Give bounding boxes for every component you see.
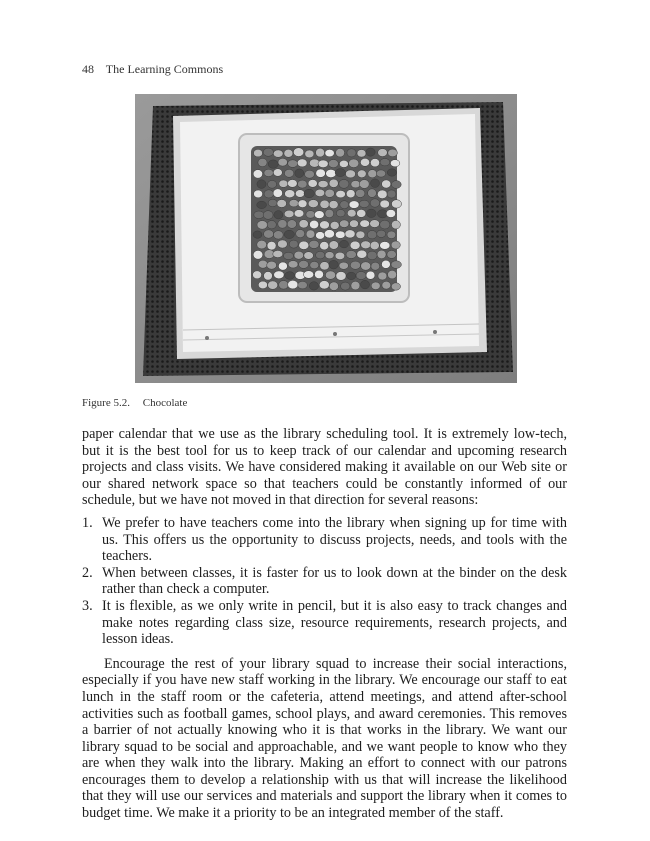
candy-piece bbox=[325, 271, 335, 279]
candy-piece bbox=[268, 281, 278, 289]
candy-piece bbox=[264, 272, 273, 281]
candy-piece bbox=[339, 160, 348, 167]
candy-piece bbox=[366, 148, 375, 156]
list-item bbox=[82, 565, 567, 598]
candy-piece bbox=[319, 281, 329, 289]
candy-piece bbox=[298, 281, 308, 289]
candy-piece bbox=[391, 261, 401, 269]
candy-piece bbox=[253, 250, 263, 259]
candy-piece bbox=[257, 240, 267, 249]
candy-piece bbox=[359, 180, 369, 189]
candy-piece bbox=[370, 220, 380, 228]
candy-piece bbox=[336, 210, 345, 217]
candy-piece bbox=[288, 180, 298, 188]
candy-piece bbox=[326, 169, 336, 177]
candy-piece bbox=[253, 271, 262, 279]
candy-piece bbox=[351, 181, 360, 188]
candy-piece bbox=[316, 148, 325, 157]
candy-piece bbox=[315, 189, 325, 196]
intro-paragraph: paper calendar that we use as the library scheduling tool. It is extremely low-tech, but it is the best tool for us to keep track of our calendar and upcoming research projects and class visits. We have considered making it available on our Web site or our shared network space so that teachers could be constantly informed of our schedule, but we have not moved in that direction for several reasons: bbox=[82, 426, 567, 509]
candy-piece bbox=[306, 211, 315, 219]
candy-piece bbox=[370, 199, 380, 207]
candy-piece bbox=[340, 201, 349, 209]
candy-piece bbox=[329, 260, 338, 269]
candy-piece bbox=[380, 242, 390, 250]
candy-piece bbox=[329, 241, 338, 250]
candy-piece bbox=[340, 240, 349, 248]
candy-piece bbox=[278, 158, 287, 166]
candy-piece bbox=[267, 221, 276, 229]
candy-piece bbox=[380, 159, 390, 166]
candy-piece bbox=[258, 260, 267, 268]
candy-piece bbox=[318, 181, 328, 188]
candy-piece bbox=[284, 210, 294, 217]
candy-piece bbox=[274, 211, 283, 219]
candy-piece bbox=[320, 200, 329, 208]
candy-piece bbox=[295, 190, 304, 198]
candy-piece bbox=[357, 209, 366, 217]
candy-piece bbox=[351, 281, 360, 290]
candy-piece bbox=[305, 150, 314, 158]
candy-piece bbox=[253, 170, 262, 179]
candy-piece bbox=[257, 180, 266, 189]
candy-piece bbox=[304, 271, 314, 279]
candy-piece bbox=[285, 272, 295, 280]
candy-piece bbox=[391, 283, 400, 290]
candy-piece bbox=[278, 220, 287, 229]
figure-photo-chocolate bbox=[135, 94, 517, 383]
candy-piece bbox=[298, 200, 307, 208]
candy-piece bbox=[329, 282, 338, 291]
list-number: 3. bbox=[82, 597, 93, 614]
candy-piece bbox=[258, 158, 267, 166]
candy-piece bbox=[361, 262, 371, 270]
candy-piece bbox=[288, 261, 298, 268]
candy-piece bbox=[378, 149, 388, 157]
candy-piece bbox=[382, 180, 391, 188]
candy-piece bbox=[388, 270, 397, 279]
candy-piece bbox=[267, 241, 276, 250]
candy-piece bbox=[253, 231, 262, 238]
candy-piece bbox=[387, 190, 396, 198]
candy-piece bbox=[257, 221, 267, 230]
candy-piece bbox=[268, 199, 277, 206]
candy-piece bbox=[318, 160, 328, 168]
candy-piece bbox=[356, 189, 365, 197]
candy-piece bbox=[308, 200, 318, 208]
candy-piece bbox=[339, 262, 348, 269]
candy-piece bbox=[391, 241, 400, 249]
social-paragraph: Encourage the rest of your library squad to increase their social interactions, especially if you have new staff working in the library. We encourage our staff to eat lunch in the staff room or the cafeteria, attend meetings, and attend after-school activities such as football games, school plays, and award ceremonies. This removes a barrier of not actually knowing who it is that works in the library. We want our library squad to be social and approachable, and we want people to know who they are when they walk into the library. Making an effort to connect with our patrons encourages them to develop a relationship with us that will increase the likelihood that they will use our services and materials and support the library when it comes to budget time. We make it a priority to be an integrated member of the staff. bbox=[82, 655, 567, 822]
candy-piece bbox=[356, 272, 366, 280]
candy-piece bbox=[254, 190, 263, 198]
candy-piece bbox=[378, 272, 387, 280]
candy-piece bbox=[336, 148, 345, 157]
page-number: 48 bbox=[82, 62, 94, 76]
candy-piece bbox=[278, 262, 287, 270]
candy-piece bbox=[304, 189, 314, 198]
candy-piece bbox=[371, 262, 380, 270]
list-item bbox=[82, 598, 567, 648]
candy-piece bbox=[377, 230, 386, 237]
list-text: When between classes, it is faster for us to look down at the binder on the desk rather than check a computer. bbox=[102, 564, 567, 598]
candy-piece bbox=[335, 169, 345, 177]
candy-piece bbox=[273, 150, 283, 157]
candy-piece bbox=[347, 149, 356, 157]
candy-piece bbox=[360, 220, 370, 227]
candy-piece bbox=[285, 190, 295, 198]
candy-piece bbox=[279, 281, 289, 290]
candy-piece bbox=[329, 179, 338, 187]
candy-piece bbox=[297, 159, 307, 167]
candy-piece bbox=[254, 211, 264, 219]
candy-piece bbox=[376, 170, 385, 177]
candy-piece bbox=[370, 241, 379, 249]
candy-piece bbox=[345, 230, 355, 238]
candy-piece bbox=[273, 250, 283, 257]
candy-piece bbox=[277, 200, 287, 208]
candy-piece bbox=[368, 189, 377, 198]
candy-piece bbox=[371, 179, 380, 188]
candy-piece bbox=[309, 240, 319, 248]
candy-piece bbox=[289, 200, 298, 207]
candy-piece bbox=[336, 190, 346, 197]
candy-piece bbox=[361, 241, 371, 249]
figure-label: Figure 5.2. bbox=[82, 397, 130, 409]
candy-piece bbox=[299, 260, 309, 268]
candy-piece bbox=[329, 201, 338, 209]
candy-piece bbox=[264, 230, 274, 238]
candy-piece bbox=[268, 180, 277, 188]
candy-piece bbox=[336, 272, 346, 281]
candy-piece bbox=[263, 148, 273, 156]
reasons-list bbox=[82, 515, 567, 648]
candy-piece bbox=[367, 231, 377, 239]
candy-piece bbox=[382, 260, 391, 268]
candy-piece bbox=[366, 271, 375, 279]
running-head bbox=[82, 62, 223, 77]
candy-piece bbox=[370, 159, 379, 167]
candy-piece bbox=[368, 170, 377, 178]
candy-piece bbox=[304, 252, 314, 260]
body-text bbox=[82, 426, 567, 822]
candy-piece bbox=[377, 190, 387, 199]
candy-piece bbox=[388, 149, 398, 157]
candy-piece bbox=[349, 201, 359, 209]
candy-piece bbox=[284, 169, 293, 177]
candy-piece bbox=[308, 180, 317, 188]
candy-piece bbox=[356, 231, 365, 239]
candy-piece bbox=[366, 209, 376, 217]
candy-piece bbox=[386, 210, 395, 218]
candy-piece bbox=[367, 251, 377, 260]
candy-piece bbox=[346, 170, 356, 178]
candy-piece bbox=[350, 220, 359, 228]
candy-piece bbox=[254, 149, 263, 157]
candy-piece bbox=[316, 232, 325, 240]
candy-piece bbox=[316, 251, 325, 259]
candy-piece bbox=[273, 169, 282, 177]
candy-piece bbox=[387, 250, 396, 258]
candy-piece bbox=[268, 160, 278, 168]
candy-piece bbox=[316, 169, 326, 177]
candy-piece bbox=[357, 170, 366, 178]
candy-piece bbox=[288, 280, 298, 289]
list-item bbox=[82, 515, 567, 565]
candy-piece bbox=[258, 281, 267, 289]
list-text: We prefer to have teachers come into the library when signing up for time with us. This offers us the opportunity to discuss projects, needs, and tools with the teachers. bbox=[102, 514, 567, 565]
candy-piece bbox=[320, 262, 329, 270]
candy-piece bbox=[310, 220, 319, 228]
candy-piece bbox=[294, 210, 304, 218]
candy-piece bbox=[284, 149, 293, 157]
candy-piece bbox=[305, 170, 315, 178]
candy-piece bbox=[284, 230, 294, 238]
candy-piece bbox=[347, 209, 356, 217]
list-number: 2. bbox=[82, 564, 93, 581]
candy-piece bbox=[335, 231, 345, 238]
candy-piece bbox=[325, 252, 334, 259]
candy-piece bbox=[371, 282, 380, 290]
candy-piece bbox=[299, 220, 308, 228]
candy-piece bbox=[361, 280, 370, 289]
candy-piece bbox=[330, 221, 339, 229]
candy-piece bbox=[298, 180, 308, 188]
candy-piece bbox=[257, 201, 267, 208]
candy-piece bbox=[279, 180, 288, 187]
candy-piece bbox=[273, 231, 283, 239]
candy-piece bbox=[357, 150, 366, 158]
candy-piece bbox=[357, 250, 367, 258]
candy-piece bbox=[264, 169, 273, 176]
candy-piece bbox=[380, 220, 390, 229]
candy-piece bbox=[273, 189, 282, 198]
candy-piece bbox=[380, 200, 390, 208]
candy-piece bbox=[391, 181, 401, 189]
candy-piece bbox=[287, 220, 296, 229]
candy-piece bbox=[325, 149, 334, 156]
list-text: It is flexible, as we only write in pencil, but it is also easy to track changes and make notes regarding class size, resource requirements, research projects, and lesson ideas. bbox=[102, 597, 567, 648]
candy-piece bbox=[289, 240, 298, 248]
candy-piece bbox=[349, 159, 359, 168]
candy-piece bbox=[293, 148, 303, 157]
candy-piece bbox=[263, 211, 273, 220]
candy-piece bbox=[387, 231, 396, 239]
candy-piece bbox=[309, 282, 318, 290]
candy-piece bbox=[360, 158, 369, 166]
candy-piece bbox=[278, 240, 288, 248]
candy-piece bbox=[341, 282, 350, 290]
candy-piece bbox=[377, 250, 386, 259]
candy-piece bbox=[314, 211, 324, 219]
candy-piece bbox=[320, 242, 329, 250]
candy-piece bbox=[284, 252, 294, 259]
candy-piece bbox=[350, 241, 360, 249]
candy-piece bbox=[299, 241, 309, 249]
candy-piece bbox=[267, 261, 277, 269]
candy-piece bbox=[339, 180, 349, 189]
book-title: The Learning Commons bbox=[105, 62, 224, 76]
candy-piece bbox=[306, 230, 315, 238]
photo-candy-tray bbox=[135, 94, 517, 383]
candy-piece bbox=[294, 251, 304, 259]
candy-piece bbox=[274, 271, 284, 279]
candy-piece bbox=[264, 190, 274, 198]
candy-piece bbox=[296, 230, 305, 238]
candy-piece bbox=[347, 272, 356, 279]
figure-caption-text: Chocolate bbox=[142, 397, 188, 409]
candy-piece bbox=[387, 169, 396, 176]
candy-piece bbox=[391, 220, 400, 229]
candy-piece bbox=[335, 252, 345, 259]
candy-piece bbox=[346, 251, 356, 259]
candy-piece bbox=[382, 281, 391, 289]
candy-piece bbox=[350, 261, 360, 269]
candy-piece bbox=[340, 220, 349, 228]
candy-piece bbox=[392, 200, 402, 208]
candy-piece bbox=[320, 221, 330, 229]
candy-piece bbox=[310, 261, 319, 268]
candy-piece bbox=[325, 189, 335, 197]
candy-piece bbox=[324, 230, 334, 238]
candy-piece bbox=[390, 160, 399, 167]
figure-caption bbox=[82, 397, 187, 409]
list-number: 1. bbox=[82, 514, 93, 531]
candy-piece bbox=[328, 160, 338, 168]
candy-piece bbox=[295, 169, 304, 178]
candy-piece bbox=[359, 200, 369, 207]
candy-piece bbox=[325, 209, 334, 217]
candy-piece bbox=[315, 270, 324, 278]
candy-piece bbox=[288, 160, 298, 168]
candy-piece bbox=[346, 190, 355, 198]
